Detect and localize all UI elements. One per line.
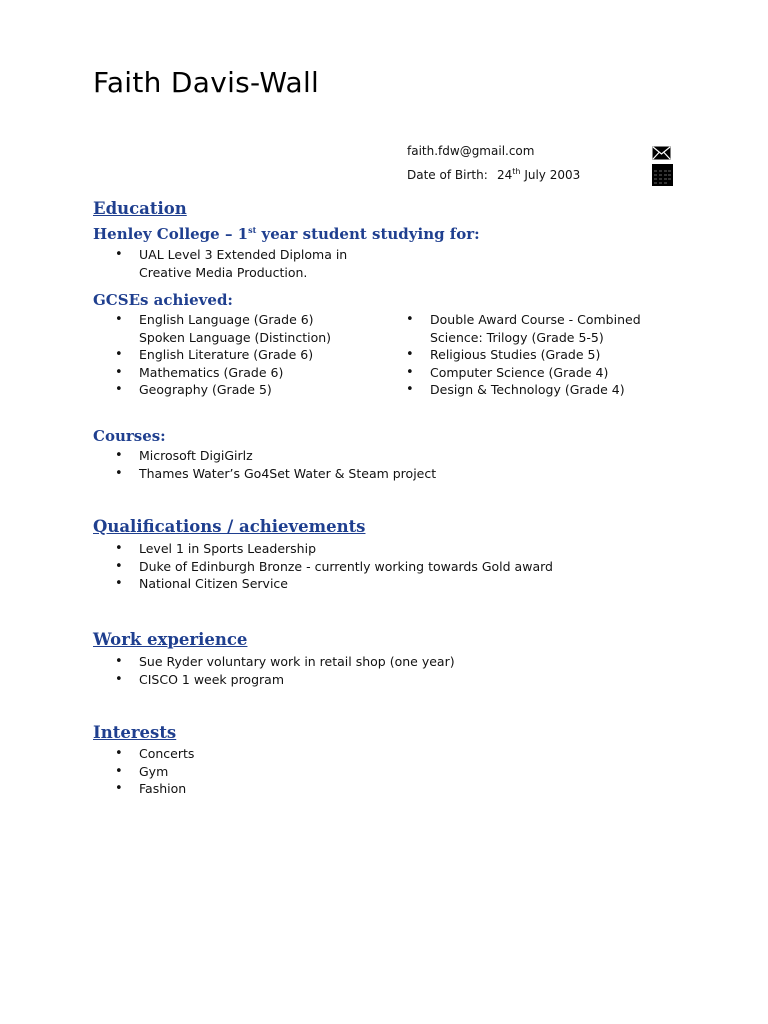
list-item: • Design & Technology (Grade 4): [430, 381, 680, 399]
college-sup: st: [248, 225, 257, 235]
list-item-continuation: Spoken Language (Distinction): [139, 329, 332, 345]
courses-list: [139, 447, 659, 482]
list-item: • English Language (Grade 6): [139, 311, 389, 329]
education-list: [139, 246, 389, 281]
dob-month-year: July 2003: [520, 168, 581, 182]
cv-name: Faith Davis-Wall: [93, 66, 320, 99]
list-item: • Mathematics (Grade 6): [139, 364, 389, 382]
interests-heading: Interests: [93, 723, 177, 742]
list-item: • Duke of Edinburgh Bronze - currently working towards Gold award: [139, 558, 659, 576]
contact-email: faith.fdw@gmail.com: [407, 144, 535, 158]
list-item: • Thames Water’s Go4Set Water & Steam project: [139, 465, 659, 483]
list-item: • Sue Ryder voluntary work in retail shop (one year): [139, 653, 659, 671]
gcses-left-list: [139, 311, 389, 399]
college-heading: [93, 225, 480, 243]
list-item: • Geography (Grade 5): [139, 381, 389, 399]
list-item: • Double Award Course - Combined: [430, 311, 680, 329]
contact-dob: [407, 168, 580, 182]
envelope-icon: [652, 146, 671, 160]
list-item-continuation: Creative Media Production.: [139, 264, 308, 280]
college-pre: Henley College – 1: [93, 225, 249, 243]
courses-heading: Courses:: [93, 427, 166, 445]
gcses-heading: GCSEs achieved:: [93, 291, 233, 309]
education-heading: Education: [93, 199, 187, 218]
list-item-continuation: Science: Trilogy (Grade 5-5): [430, 329, 604, 345]
list-item: • Level 1 in Sports Leadership: [139, 540, 659, 558]
list-item: • National Citizen Service: [139, 575, 659, 593]
list-item: • Gym: [139, 763, 389, 781]
list-item: • Concerts: [139, 745, 389, 763]
interests-list: [139, 745, 389, 798]
list-item: • Computer Science (Grade 4): [430, 364, 680, 382]
list-item: • Microsoft DigiGirlz: [139, 447, 659, 465]
list-item: • CISCO 1 week program: [139, 671, 659, 689]
dob-day: 24: [497, 168, 513, 182]
qualifications-heading: Qualifications / achievements: [93, 517, 366, 536]
list-item: • Fashion: [139, 780, 389, 798]
dob-suffix: th: [512, 167, 521, 176]
list-item: • English Literature (Grade 6): [139, 346, 389, 364]
qualifications-list: [139, 540, 659, 593]
dob-label: Date of Birth:: [407, 168, 488, 182]
gcses-right-list: [430, 311, 680, 399]
work-list: [139, 653, 659, 688]
work-heading: Work experience: [93, 630, 248, 649]
calendar-icon: [652, 164, 673, 186]
college-post: year student studying for:: [256, 225, 480, 243]
list-item: • Religious Studies (Grade 5): [430, 346, 680, 364]
list-item: • UAL Level 3 Extended Diploma in: [139, 246, 389, 264]
